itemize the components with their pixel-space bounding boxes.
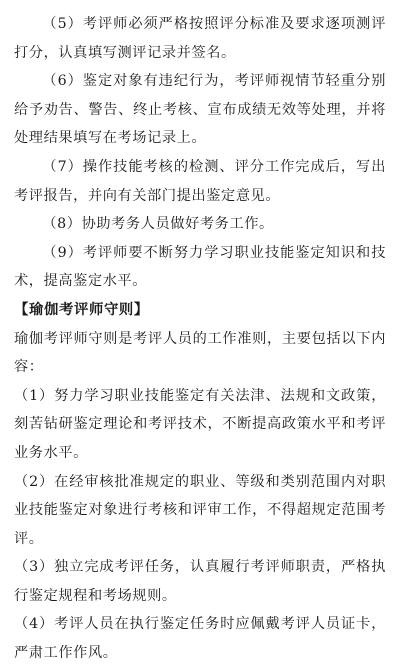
- rule-item-4: （4）考评人员在执行鉴定任务时应佩戴考评人员证卡，严肃工作作风。: [14, 616, 386, 662]
- paragraph-item-8: （8）协助考务人员做好考务工作。: [42, 216, 274, 233]
- rule-item-2: （2）在经审核批准规定的职业、等级和类别范围内对职业技能鉴定对象进行考核和评审工作，不得超规定范围考评。: [14, 473, 386, 547]
- paragraph-item-5: （5）考评师必须严格按照评分标准及要求逐项测评打分，认真填写测评记录并签名。: [14, 16, 386, 61]
- rule-item-3: （3）独立完成考评任务，认真履行考评师职责，严格执行鉴定规程和考场规则。: [14, 559, 386, 604]
- rule-item-1: （1）努力学习职业技能鉴定有关法津、法规和文政策，刻苦钻研鉴定理论和考评技术，不断提高政策水平和考评业务水平。: [14, 387, 386, 461]
- paragraph-item-6: （6）鉴定对象有违纪行为，考评师视情节轻重分别给予劝告、警告、终止考核、宣布成绩无效等处理，并将处理结果填写在考场记录上。: [14, 73, 386, 147]
- section-intro: 瑜伽考评师守则是考评人员的工作准则，主要包括以下内容：: [14, 330, 386, 376]
- paragraph-item-9: （9）考评师要不断努力学习职业技能鉴定知识和技术，提高鉴定水平。: [14, 244, 386, 290]
- section-heading: 【瑜伽考评师守则】: [14, 301, 149, 318]
- paragraph-item-7: （7）操作技能考核的检测、评分工作完成后，写出考评报告，并向有关部门提出鉴定意见。: [14, 158, 386, 204]
